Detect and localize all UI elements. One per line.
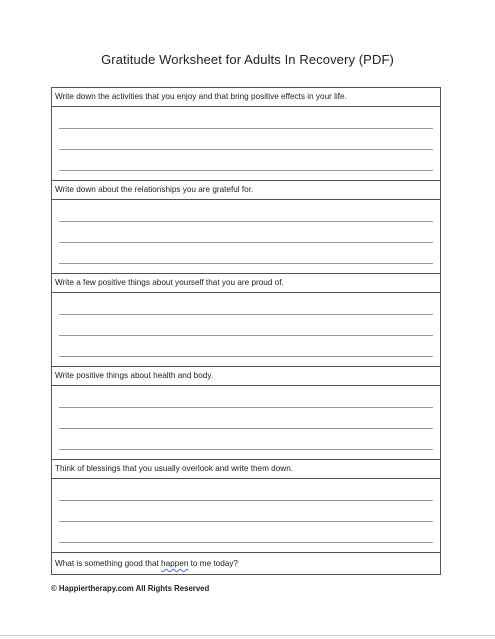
- prompt-text-after: to me today?: [188, 559, 238, 568]
- prompt-activities: Write down the activities that you enjoy and that bring positive effects in your life.: [52, 88, 440, 107]
- worksheet-table: [51, 87, 441, 575]
- writing-line: [59, 521, 433, 522]
- writing-line: [59, 128, 433, 129]
- answer-box-health: [52, 386, 440, 460]
- prompt-text-before: What is something good that: [55, 559, 162, 568]
- answer-box-blessings: [52, 479, 440, 553]
- writing-line: [59, 149, 433, 150]
- writing-line: [59, 356, 433, 357]
- prompt-health: Write positive things about health and body.: [52, 367, 440, 386]
- writing-line: [59, 335, 433, 336]
- prompt-something-good: [52, 553, 440, 574]
- spellcheck-flagged-word: happen: [161, 559, 189, 568]
- writing-line: [59, 263, 433, 264]
- writing-line: [59, 500, 433, 501]
- page-title: Gratitude Worksheet for Adults In Recovery (PDF): [101, 52, 394, 67]
- answer-box-activities: [52, 107, 440, 181]
- writing-line: [59, 428, 433, 429]
- writing-line: [59, 407, 433, 408]
- copyright-footer: © Happiertherapy.com All Rights Reserved: [51, 584, 210, 593]
- answer-box-relationships: [52, 200, 440, 274]
- prompt-yourself: Write a few positive things about yourself that you are proud of.: [52, 274, 440, 293]
- writing-line: [59, 221, 433, 222]
- prompt-blessings: Think of blessings that you usually overlook and write them down.: [52, 460, 440, 479]
- writing-line: [59, 542, 433, 543]
- writing-line: [59, 449, 433, 450]
- page-edge-divider: [0, 635, 495, 636]
- writing-line: [59, 242, 433, 243]
- writing-line: [59, 170, 433, 171]
- writing-line: [59, 314, 433, 315]
- answer-box-yourself: [52, 293, 440, 367]
- prompt-relationships: Write down about the relationships you are grateful for.: [52, 181, 440, 200]
